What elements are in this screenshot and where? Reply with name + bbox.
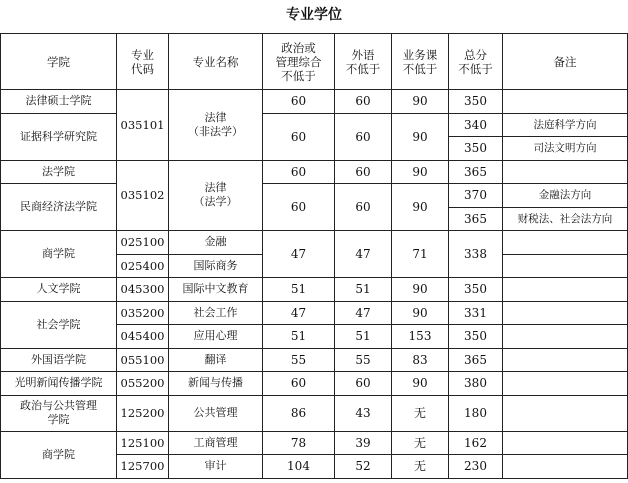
foreign-cell: 60 bbox=[335, 372, 392, 396]
business-cell: 90 bbox=[392, 113, 449, 160]
code-cell: 055200 bbox=[117, 372, 169, 396]
politics-cell: 51 bbox=[263, 325, 335, 349]
college-cell: 法律硕士学院 bbox=[1, 90, 117, 114]
total-cell: 180 bbox=[449, 395, 503, 431]
code-cell: 125100 bbox=[117, 431, 169, 455]
note-cell bbox=[503, 325, 628, 349]
college-cell: 外国语学院 bbox=[1, 348, 117, 372]
major-cell: 法律 （法学） bbox=[169, 160, 263, 231]
major-cell: 公共管理 bbox=[169, 395, 263, 431]
code-cell: 025100 bbox=[117, 231, 169, 255]
college-cell: 商学院 bbox=[1, 431, 117, 478]
table-row bbox=[1, 113, 628, 137]
business-cell: 90 bbox=[392, 301, 449, 325]
politics-cell: 60 bbox=[263, 160, 335, 184]
politics-cell: 60 bbox=[263, 90, 335, 114]
total-cell: 230 bbox=[449, 455, 503, 479]
note-cell bbox=[503, 431, 628, 455]
foreign-cell: 47 bbox=[335, 231, 392, 278]
total-cell: 350 bbox=[449, 137, 503, 161]
code-cell: 035200 bbox=[117, 301, 169, 325]
politics-cell: 60 bbox=[263, 372, 335, 396]
business-cell: 无 bbox=[392, 431, 449, 455]
header-business: 业务课 不低于 bbox=[392, 34, 449, 90]
total-cell: 370 bbox=[449, 184, 503, 208]
note-cell bbox=[503, 278, 628, 302]
header-code: 专业 代码 bbox=[117, 34, 169, 90]
header-note: 备注 bbox=[503, 34, 628, 90]
major-cell: 国际商务 bbox=[169, 254, 263, 278]
note-cell bbox=[503, 455, 628, 479]
table-row bbox=[1, 395, 628, 431]
major-cell: 国际中文教育 bbox=[169, 278, 263, 302]
major-cell: 翻译 bbox=[169, 348, 263, 372]
major-cell: 新闻与传播 bbox=[169, 372, 263, 396]
code-cell: 025400 bbox=[117, 254, 169, 278]
politics-cell: 51 bbox=[263, 278, 335, 302]
politics-cell: 55 bbox=[263, 348, 335, 372]
table-row bbox=[1, 348, 628, 372]
business-cell: 无 bbox=[392, 395, 449, 431]
table-row bbox=[1, 184, 628, 208]
page-title: 专业学位 bbox=[286, 7, 342, 23]
college-cell: 法学院 bbox=[1, 160, 117, 184]
table-row bbox=[1, 301, 628, 325]
business-cell: 83 bbox=[392, 348, 449, 372]
header-college: 学院 bbox=[1, 34, 117, 90]
note-cell bbox=[503, 90, 628, 114]
total-cell: 162 bbox=[449, 431, 503, 455]
business-cell: 90 bbox=[392, 90, 449, 114]
politics-cell: 78 bbox=[263, 431, 335, 455]
politics-cell: 104 bbox=[263, 455, 335, 479]
total-cell: 331 bbox=[449, 301, 503, 325]
foreign-cell: 60 bbox=[335, 90, 392, 114]
college-cell: 光明新闻传播学院 bbox=[1, 372, 117, 396]
total-cell: 350 bbox=[449, 278, 503, 302]
code-cell: 035101 bbox=[117, 90, 169, 161]
note-cell bbox=[503, 254, 628, 278]
major-cell: 社会工作 bbox=[169, 301, 263, 325]
politics-cell: 86 bbox=[263, 395, 335, 431]
business-cell: 153 bbox=[392, 325, 449, 349]
business-cell: 90 bbox=[392, 160, 449, 184]
foreign-cell: 47 bbox=[335, 301, 392, 325]
table-header-row bbox=[1, 34, 628, 90]
total-cell: 340 bbox=[449, 113, 503, 137]
politics-cell: 60 bbox=[263, 113, 335, 160]
total-cell: 380 bbox=[449, 372, 503, 396]
header-total: 总分 不低于 bbox=[449, 34, 503, 90]
foreign-cell: 52 bbox=[335, 455, 392, 479]
business-cell: 无 bbox=[392, 455, 449, 479]
note-cell bbox=[503, 301, 628, 325]
table-row bbox=[1, 160, 628, 184]
foreign-cell: 60 bbox=[335, 113, 392, 160]
business-cell: 71 bbox=[392, 231, 449, 278]
admission-score-table bbox=[0, 33, 628, 479]
foreign-cell: 43 bbox=[335, 395, 392, 431]
header-politics: 政治或 管理综合 不低于 bbox=[263, 34, 335, 90]
total-cell: 338 bbox=[449, 231, 503, 278]
note-cell bbox=[503, 372, 628, 396]
foreign-cell: 51 bbox=[335, 325, 392, 349]
major-cell: 法律 （非法学） bbox=[169, 90, 263, 161]
major-cell: 应用心理 bbox=[169, 325, 263, 349]
table-row bbox=[1, 431, 628, 455]
college-cell: 人文学院 bbox=[1, 278, 117, 302]
code-cell: 035102 bbox=[117, 160, 169, 231]
table-row bbox=[1, 231, 628, 255]
code-cell: 125200 bbox=[117, 395, 169, 431]
major-cell: 金融 bbox=[169, 231, 263, 255]
foreign-cell: 55 bbox=[335, 348, 392, 372]
total-cell: 350 bbox=[449, 325, 503, 349]
major-cell: 工商管理 bbox=[169, 431, 263, 455]
header-foreign: 外语 不低于 bbox=[335, 34, 392, 90]
college-cell: 社会学院 bbox=[1, 301, 117, 348]
politics-cell: 47 bbox=[263, 231, 335, 278]
table-row bbox=[1, 372, 628, 396]
note-cell: 财税法、社会法方向 bbox=[503, 207, 628, 231]
note-cell: 金融法方向 bbox=[503, 184, 628, 208]
total-cell: 365 bbox=[449, 348, 503, 372]
note-cell: 司法文明方向 bbox=[503, 137, 628, 161]
major-cell: 审计 bbox=[169, 455, 263, 479]
college-cell: 政治与公共管理 学院 bbox=[1, 395, 117, 431]
table-row bbox=[1, 278, 628, 302]
college-cell: 证据科学研究院 bbox=[1, 113, 117, 160]
total-cell: 365 bbox=[449, 160, 503, 184]
note-cell bbox=[503, 395, 628, 431]
code-cell: 055100 bbox=[117, 348, 169, 372]
header-major: 专业名称 bbox=[169, 34, 263, 90]
code-cell: 045300 bbox=[117, 278, 169, 302]
total-cell: 365 bbox=[449, 207, 503, 231]
politics-cell: 47 bbox=[263, 301, 335, 325]
code-cell: 045400 bbox=[117, 325, 169, 349]
note-cell bbox=[503, 160, 628, 184]
foreign-cell: 60 bbox=[335, 184, 392, 231]
business-cell: 90 bbox=[392, 278, 449, 302]
note-cell: 法庭科学方向 bbox=[503, 113, 628, 137]
college-cell: 商学院 bbox=[1, 231, 117, 278]
foreign-cell: 39 bbox=[335, 431, 392, 455]
total-cell: 350 bbox=[449, 90, 503, 114]
college-cell: 民商经济法学院 bbox=[1, 184, 117, 231]
business-cell: 90 bbox=[392, 184, 449, 231]
code-cell: 125700 bbox=[117, 455, 169, 479]
business-cell: 90 bbox=[392, 372, 449, 396]
foreign-cell: 51 bbox=[335, 278, 392, 302]
table-row bbox=[1, 90, 628, 114]
note-cell bbox=[503, 348, 628, 372]
note-cell bbox=[503, 231, 628, 255]
politics-cell: 60 bbox=[263, 184, 335, 231]
foreign-cell: 60 bbox=[335, 160, 392, 184]
